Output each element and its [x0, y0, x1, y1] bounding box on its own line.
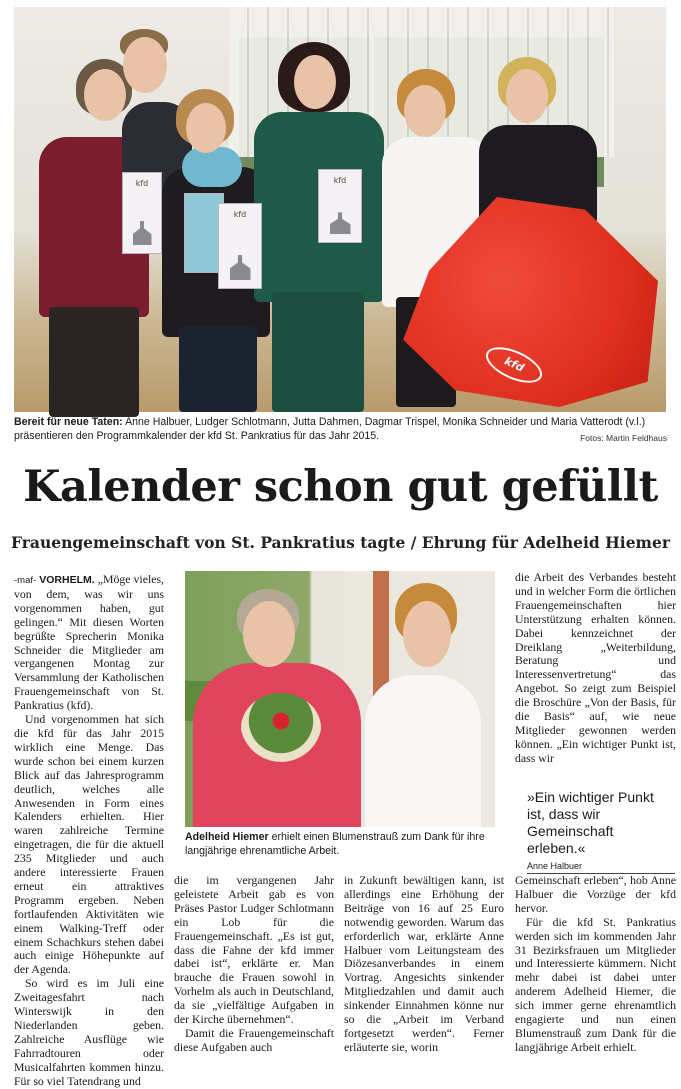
- paragraph: [14, 573, 164, 713]
- booklet-label: kfd: [233, 210, 247, 219]
- paragraph: So wird es im Juli eine Zweitagesfahrt nach Winterswijk in den Niederlanden geben. Zahlreiche Ausflüge wie Fahrradtouren oder Musicalfahrten kommen hinzu. Für so viel Tatendrang und: [14, 976, 164, 1088]
- main-photo: [14, 7, 666, 412]
- booklet-label: kfd: [333, 176, 347, 185]
- caption-lead: Bereit für neue Taten:: [14, 416, 123, 428]
- quote-text: »Ein wichtiger Punkt ist, dass wir Gemeinschaft erleben.«: [527, 789, 654, 856]
- photo-caption: [14, 416, 666, 443]
- person-monika-schneider: [365, 675, 481, 827]
- headline: Kalender schon gut gefüllt: [23, 462, 658, 512]
- article-column-1: [14, 572, 164, 1088]
- caption-text: erhielt einen Blumenstrauß zum Dank für ihre langjährige ehrenamtliche Arbeit.: [185, 831, 485, 857]
- caption-text: Anne Halbuer, Ludger Schlotmann, Jutta Dahmen, Dagmar Trispel, Monika Schneider und Maria Vatterodt (v.l.) präsentieren den Programmkalender der kfd St. Pankratius für das Jahr 2015.: [14, 416, 646, 442]
- calendar-booklet: [318, 169, 362, 243]
- secondary-photo: [185, 571, 495, 827]
- booklet-label: kfd: [135, 179, 149, 188]
- face: [243, 601, 295, 667]
- photo-credit: Fotos: Martin Feldhaus: [580, 433, 667, 443]
- pull-quote: [527, 789, 675, 874]
- article-column-4-bottom: [515, 874, 676, 1067]
- paragraph: die Arbeit des Verbandes besteht und in welcher Form die örtlichen Frauengemeinschaften hier Unterstützung erhalten können. Dabei kennzeichnet der Dreiklang „Weiterbildung, Beratung und Interessenvertretung“ das Angebot. So zeigt zum Beispiel die Broschüre „Von der Basis, für die Basis“ auf, wie neue Mitglieder gewonnen werden können. „Ein wichtiger Punkt ist, dass wir: [515, 570, 676, 765]
- umbrella-logo: kfd: [481, 340, 547, 390]
- caption-name: Adelheid Hiemer: [185, 831, 269, 843]
- church-illustration: [330, 212, 351, 234]
- author-tag: -maf-: [14, 575, 37, 586]
- article-column-2: [174, 874, 334, 1067]
- article-column-3: [344, 874, 504, 1067]
- flower-bouquet: [241, 693, 321, 763]
- church-illustration: [133, 221, 152, 245]
- calendar-booklet: [218, 203, 262, 289]
- paragraph: die im vergangenen Jahr geleistete Arbeit gab es von Präses Pastor Ludger Schlotmann ein Lob für die Frauengemeinschaft. „Es ist gut, dass die Fahne der kfd immer dabei ist“, erklärte er. Man brauche die Frauen sowohl in Vorhelm als auch in Deutschland, da sie „vielfältige Aufgaben in der Kirche übernehmen“.: [174, 873, 334, 1027]
- church-illustration: [230, 255, 251, 280]
- quote-author: Anne Halbuer: [527, 861, 675, 874]
- paragraph: Gemeinschaft erleben“, hob Anne Halbuer die Vorzüge der kfd hervor.: [515, 873, 676, 915]
- paragraph: in Zukunft bewältigen kann, ist allerdings eine Erhöhung der Beiträge von 16 auf 25 Euro notwendig geworden. Warum das erforderlich war, erklärte Anne Halbuer vom Leitungsteam des Diözesanverbandes in einem Vortrag. Angesichts sinkender Mitgliedzahlen und damit auch sinkender Einnahmen könne nur so die „Arbeit im Verband fortgesetzt werden“. Ferner erläuterte sie, worin: [344, 873, 504, 1054]
- place-tag: VORHELM.: [39, 574, 95, 586]
- paragraph: Für die kfd St. Pankratius werden sich im kommenden Jahr 31 Bezirksfrauen um Mitglieder und Interessierte kümmern. Nicht mehr dabei ist dabei unter anderem Adelheid Hiemer, die sich immer gerne ehrenamtlich engagierte und nun einen Blumenstrauß zum Dank für die langjährige Arbeit erhielt.: [515, 914, 676, 1054]
- calendar-booklet: [122, 172, 162, 254]
- paragraph-text: „Möge vieles, von dem, was wir uns vorgenommen haben, gut gelingen.“ Mit diesen Worten begrüßte Sprecherin Monika Schneider die Mitglieder am vergangenen Montag zur Versammlung der Katholischen Frauengemeinschaft von St. Pankratius (kfd).: [14, 572, 164, 713]
- paragraph: Damit die Frauengemeinschaft diese Aufgaben auch: [174, 1025, 334, 1054]
- subline: Frauengemeinschaft von St. Pankratius tagte / Ehrung für Adelheid Hiemer: [11, 533, 670, 552]
- secondary-photo-caption: [185, 831, 495, 858]
- face: [403, 601, 451, 667]
- paragraph: Und vorgenommen hat sich die kfd für das Jahr 2015 wirklich eine Menge. Das wurde schon bei einem kurzen Blick auf das Jahresprogramm deutlich, welches alle Anwesenden in Form eines Kalenders erhielten. Hier waren zahlreiche Termine eingetragen, die für die aktuell 235 Mitglieder und auch andere interessierte Frauen erneut ein attraktives Programm ergeben. Neben fortlaufenden Aktivitäten wie einem Walking-Treff oder einem Schachkurs stehen dabei auch einige Höhepunkte auf der Agenda.: [14, 712, 164, 977]
- article-column-4-top: [515, 571, 676, 781]
